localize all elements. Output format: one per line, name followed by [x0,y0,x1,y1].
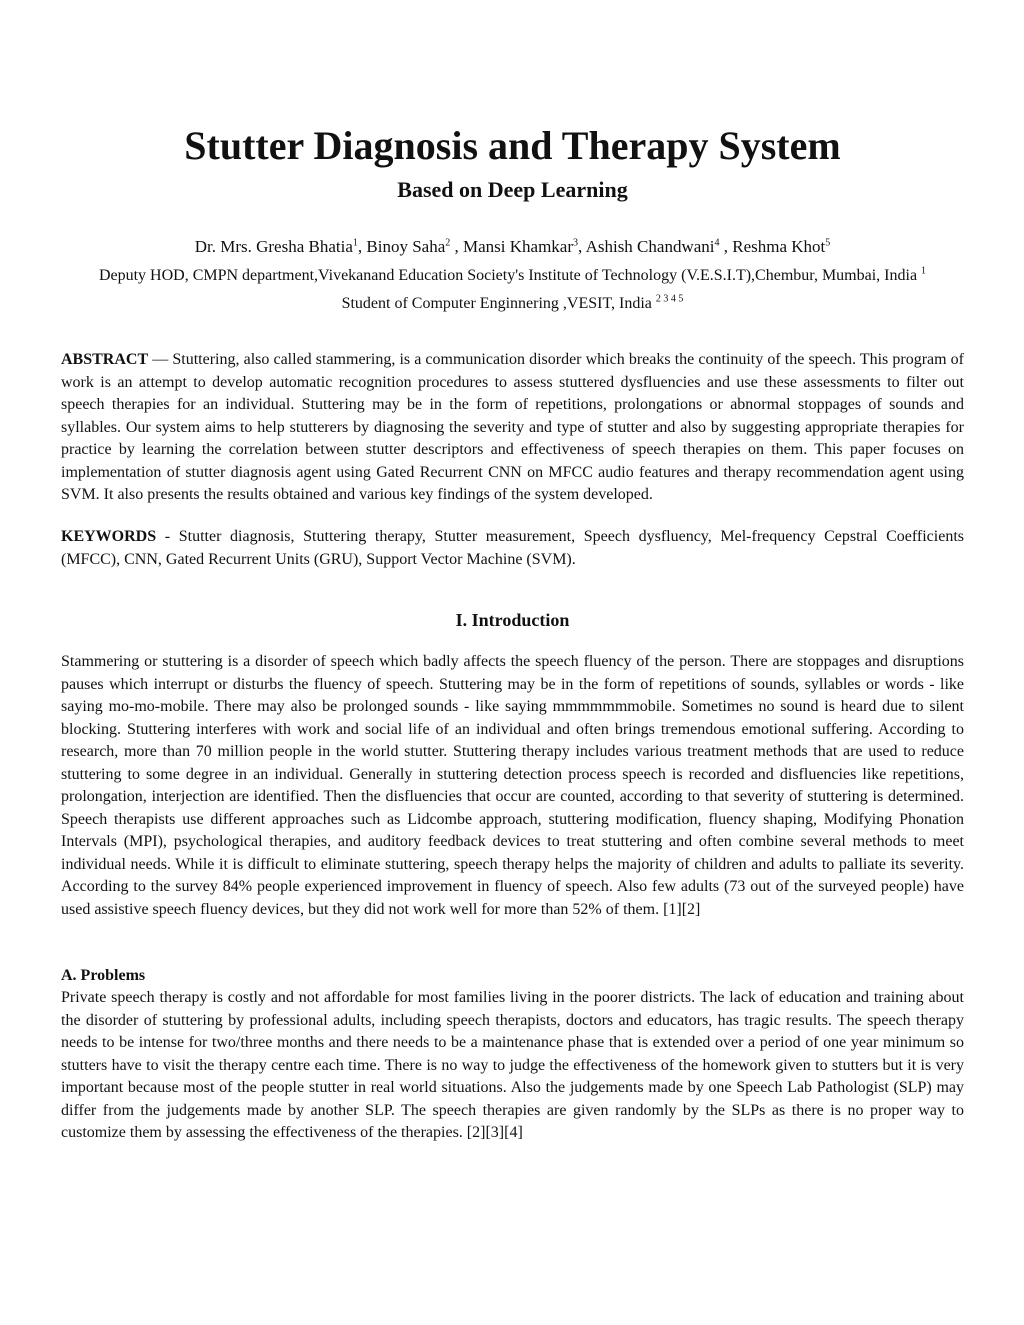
affiliation-1 [51,265,974,287]
author-separator: , [450,237,463,256]
author-name: Reshma Khot [732,237,826,256]
author-separator: , [719,237,733,256]
keywords [61,526,964,571]
affiliation-1-mark: 1 [921,265,927,277]
subsection-heading-problems: A. Problems [61,967,146,984]
author-list [61,235,964,259]
author-name: Dr. Mrs. Gresha Bhatia [194,237,353,256]
affiliation-2-mark: 2 3 4 5 [655,293,684,305]
abstract-label: ABSTRACT [61,351,149,368]
author-separator: , [578,237,586,256]
affiliation-1-text: Deputy HOD, CMPN department,Vivekanand Education Society's Institute of Technology (V.E.S.I.T),Chembur, Mumbai, India [98,267,922,284]
affiliation-2 [51,293,974,315]
author-affiliation-mark: 1 [352,237,358,249]
author-affiliation-mark: 5 [825,237,831,249]
paper-title: Stutter Diagnosis and Therapy System [184,123,841,168]
keywords-text: Stutter diagnosis, Stuttering therapy, Stutter measurement, Speech dysfluency, Mel-frequency Cepstral Coefficients (MFCC), CNN, Gated Recurrent Units (GRU), Support Vector Machine (SVM). [61,528,964,568]
abstract-text: Stuttering, also called stammering, is a communication disorder which breaks the continuity of the speech. This program of work is an attempt to develop automatic recognition procedures to assess stuttered dysfluencies and use these assessments to filter out speech therapies for an individual. Stuttering may be in the form of repetitions, prolongations or abnormal stoppages of sounds and syllables. Our system aims to help stutterers by diagnosing the severity and type of stutter and also by suggesting appropriate therapies for practice by learning the correlation between stutter descriptors and effectiveness of speech therapies on them. This paper focuses on implementation of stutter diagnosis agent using Gated Recurrent CNN on MFCC audio features and therapy recommendation agent using SVM. It also presents the results obtained and various key findings of the system developed. [61,351,965,503]
author-name: Ashish Chandwani [585,237,715,256]
author-name: Binoy Saha [366,237,446,256]
author-affiliation-mark: 3 [573,237,579,249]
keywords-label: KEYWORDS [61,528,157,545]
abstract-separator: — [148,351,173,368]
section-heading-introduction: I. Introduction [455,610,570,630]
keywords-separator: - [156,528,179,545]
problems-paragraph: Private speech therapy is costly and not affordable for most families living in the poorer districts. The lack of education and training about the disorder of stuttering by professional adults, including speech therapists, doctors and educators, has tragic results. The speech therapy needs to be intense for two/three months and there needs to be a maintenance phase that is extended over a period of one year minimum so stutters have to visit the therapy centre each time. There is no way to judge the effectiveness of the homework given to stutters but it is very important because most of the people stutter in real world situations. Also the judgements made by one Speech Lab Pathologist (SLP) may differ from the judgements made by another SLP. The speech therapies are given randomly by the SLPs as there is no proper way to customize them by assessing the effectiveness of the therapies. [2][3][4] [61,989,964,1141]
introduction-paragraph: Stammering or stuttering is a disorder of speech which badly affects the speech fluency of the person. There are stoppages and disruptions pauses which interrupt or disturbs the fluency of speech. Stuttering may be in the form of repetitions of sounds, syllables or words - like saying mo-mo-mobile. There may also be prolonged sounds - like saying mmmmmmmobile. Sometimes no sound is heard due to silent blocking. Stuttering interferes with work and social life of an individual and often brings tremendous emotional suffering. According to research, more than 70 million people in the world stutter. Stuttering therapy includes various treatment methods that are used to reduce stuttering to some degree in an individual. Generally in stuttering detection process speech is recorded and disfluencies like repetitions, prolongation, interjection are identified. Then the disfluencies that occur are counted, according to that severity of stuttering is determined. Speech therapists use different approaches such as Lidcombe approach, stuttering modification, fluency shaping, Modifying Phonation Intervals (MPI), psychological therapies, and auditory feedback devices to treat stuttering and often combine several methods to meet individual needs. While it is difficult to eliminate stuttering, speech therapy helps the majority of children and adults to palliate its severity. According to the survey 84% people experienced improvement in fluency of speech. Also few adults (73 out of the surveyed people) have used assistive speech fluency devices, but they did not work well for more than 52% of them. [1][2] [61,653,964,918]
author-affiliation-mark: 2 [445,237,451,249]
author-affiliation-mark: 4 [714,237,720,249]
abstract [61,349,964,507]
paper-subtitle: Based on Deep Learning [397,177,628,202]
author-separator: , [357,237,367,256]
affiliation-2-text: Student of Computer Enginnering ,VESIT, India [341,295,656,312]
author-name: Mansi Khamkar [463,237,574,256]
